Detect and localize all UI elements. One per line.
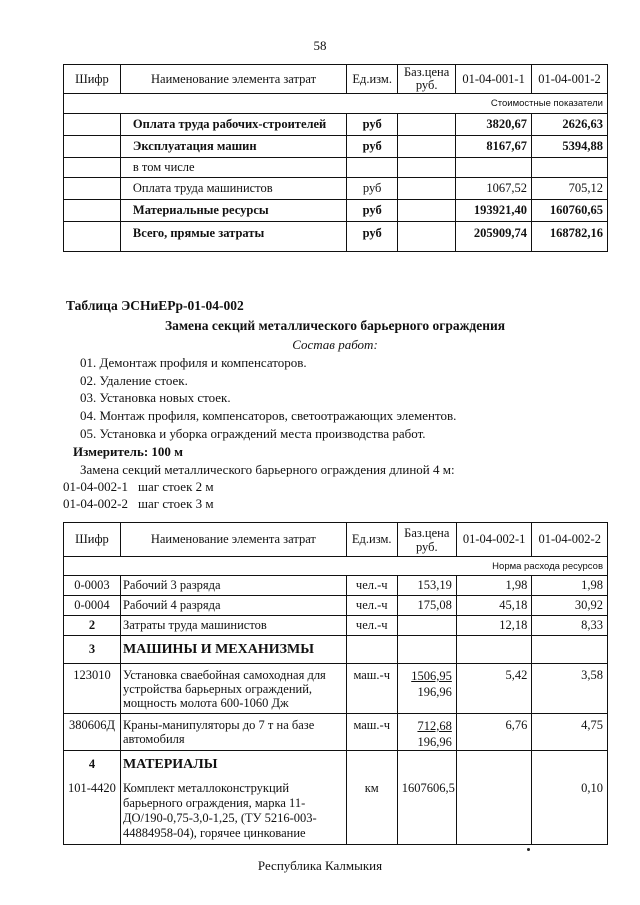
work-item-3: 03. Установка новых стоек.	[80, 390, 231, 405]
variant-text-1: шаг стоек 2 м	[138, 479, 214, 494]
table-header	[64, 523, 608, 557]
header-base-price: Баз.цена руб.	[397, 523, 456, 557]
table-row: Эксплуатация машин руб 8167,67 5394,88	[64, 136, 608, 158]
table-header	[64, 65, 608, 94]
table-row: Оплата труда машинистов руб 1067,52 705,12	[64, 178, 608, 200]
table-row: 123010 Установка сваебойная самоходная для устройства барьерных ограждений, мощность молота 600-1060 Дж маш.-ч 1506,95 196,96 5,42 3,58	[64, 664, 608, 714]
resource-table	[63, 522, 608, 845]
header-code: Шифр	[64, 65, 121, 94]
header-code: Шифр	[64, 523, 121, 557]
table-row: Материальные ресурсы руб 193921,40 160760,65	[64, 200, 608, 222]
speck-mark	[527, 848, 530, 851]
price-operator: 196,96	[417, 735, 452, 749]
table-subheader: Стоимостные показатели	[64, 94, 608, 114]
works-title: Состав работ:	[292, 337, 378, 352]
meter: Измеритель: 100 м	[73, 444, 184, 459]
header-unit: Ед.изм.	[347, 65, 398, 94]
work-item-4: 04. Монтаж профиля, компенсаторов, светоотражающих элементов.	[80, 408, 457, 423]
table-row: 2 Затраты труда машинистов чел.-ч 12,18 8,33	[64, 616, 608, 636]
price-operator: 196,96	[417, 685, 452, 699]
table-subheader: Норма расхода ресурсов	[64, 557, 608, 576]
header-name: Наименование элемента затрат	[120, 65, 346, 94]
header-base-price: Баз.цена руб.	[398, 65, 456, 94]
header-unit: Ед.изм.	[346, 523, 397, 557]
description: Замена секций металлического барьерного ограждения длиной 4 м:	[80, 462, 455, 477]
variant-code-1: 01-04-002-1	[63, 479, 128, 494]
page-number: 58	[313, 38, 327, 53]
header-col2: 01-04-001-2	[532, 65, 608, 94]
section-row: 4 МАТЕРИАЛЫ	[64, 751, 608, 779]
table-row: Всего, прямые затраты руб 205909,74 168782,16	[64, 222, 608, 252]
table-label: Таблица ЭСНиЕРр-01-04-002	[66, 298, 244, 313]
header-name: Наименование элемента затрат	[120, 523, 346, 557]
variant-text-2: шаг стоек 3 м	[138, 496, 214, 511]
work-item-2: 02. Удаление стоек.	[80, 373, 188, 388]
variant-code-2: 01-04-002-2	[63, 496, 128, 511]
header-col2: 01-04-002-2	[532, 523, 608, 557]
table-row: 101-4420 Комплект металлоконструкций барьерного ограждения, марка 11-ДО/190-0,75-3,0-1,25, (ТУ 5216-003-44884958-04), горячее цинкование км 1607606,5 0,10	[64, 779, 608, 845]
table-row: 380606Д Краны-манипуляторы до 7 т на базе автомобиля маш.-ч 712,68 196,96 6,76 4,75	[64, 714, 608, 751]
table-row: 0-0003 Рабочий 3 разряда чел.-ч 153,19 1,98 1,98	[64, 576, 608, 596]
work-item-5: 05. Установка и уборка ограждений места производства работ.	[80, 426, 426, 441]
header-col1: 01-04-001-1	[456, 65, 532, 94]
table-row: в том числе	[64, 158, 608, 178]
table-row: 0-0004 Рабочий 4 разряда чел.-ч 175,08 45,18 30,92	[64, 596, 608, 616]
section-title: Замена секций металлического барьерного ограждения	[164, 318, 506, 333]
section-row: 3 МАШИНЫ И МЕХАНИЗМЫ	[64, 636, 608, 664]
work-item-1: 01. Демонтаж профиля и компенсаторов.	[80, 355, 307, 370]
cost-table	[63, 64, 608, 252]
header-col1: 01-04-002-1	[456, 523, 532, 557]
table-row: Оплата труда рабочих-строителей руб 3820,67 2626,63	[64, 114, 608, 136]
price-machine: 1506,95	[411, 669, 452, 683]
price-machine: 712,68	[417, 719, 452, 733]
footer: Республика Калмыкия	[257, 858, 383, 873]
